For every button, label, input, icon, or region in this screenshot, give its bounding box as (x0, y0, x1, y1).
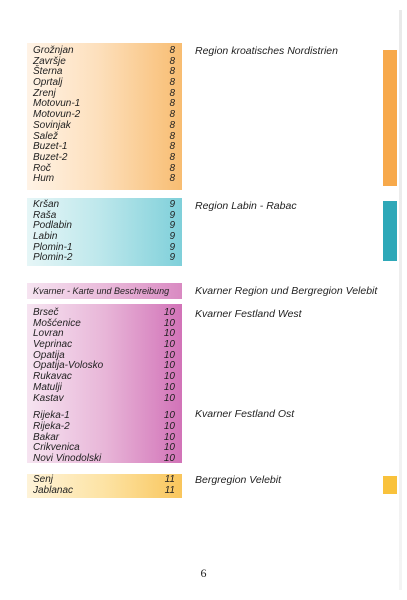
page-ref: 10 (163, 328, 175, 340)
page-ref: 8 (169, 55, 175, 67)
place-name: Matulji (33, 381, 62, 393)
page-ref: 10 (163, 392, 175, 404)
page-ref: 10 (163, 431, 175, 443)
page-edge-strip (399, 10, 402, 590)
page-ref: 8 (169, 66, 175, 78)
place-name: Opatija (33, 349, 65, 361)
place-name: Kršan (33, 199, 60, 210)
place-name: Lovran (33, 328, 64, 340)
section-tab-teal (383, 201, 397, 261)
page-ref: 9 (169, 199, 175, 210)
place-name: Novi Vinodolski (33, 452, 102, 464)
page-ref: 9 (169, 231, 175, 243)
region-title-kvarner-ost: Kvarner Festland Ost (195, 408, 295, 420)
list-item (27, 121, 182, 132)
page-ref: 8 (169, 130, 175, 142)
place-name: Buzet-1 (33, 141, 68, 153)
list-item (27, 394, 182, 405)
page-ref: 10 (163, 452, 175, 464)
place-name: Kastav (33, 392, 64, 404)
page-ref: 8 (169, 173, 175, 185)
place-name: Podlabin (33, 220, 72, 232)
page-ref: 8 (169, 141, 175, 153)
region-title-velebit: Bergregion Velebit (195, 474, 281, 486)
kvarner-place-list (27, 304, 182, 463)
place-name: Plomin-1 (33, 241, 73, 253)
kvarner-header-bar (27, 283, 182, 299)
list-item (27, 283, 182, 299)
page-ref: 8 (169, 151, 175, 163)
place-name: Jablanac (33, 484, 74, 496)
place-name: Zrenj (33, 87, 56, 99)
page-ref: 8 (169, 77, 175, 89)
place-name: Veprinac (33, 339, 73, 351)
place-name: Bakar (33, 431, 60, 443)
list-item (27, 454, 182, 465)
place-name: Opatija-Volosko (33, 360, 104, 372)
page-ref: 10 (163, 410, 175, 422)
page-ref: 10 (163, 371, 175, 383)
section-tab-orange (383, 50, 397, 186)
list-item (27, 174, 182, 185)
page-ref: 8 (169, 45, 175, 56)
list-item (27, 253, 182, 264)
istria-place-list (27, 43, 182, 190)
section-tab-yellow (383, 476, 397, 494)
place-name: Buzet-2 (33, 151, 68, 163)
velebit-place-list (27, 474, 182, 498)
list-item (27, 153, 182, 164)
place-name: Grožnjan (33, 45, 74, 56)
page-ref: 8 (169, 109, 175, 121)
page-ref: 9 (169, 220, 175, 232)
place-name: Oprtalj (33, 77, 63, 89)
region-title-kvarner: Kvarner Region und Bergregion Velebit (195, 285, 378, 297)
place-name: Crikvenica (33, 442, 80, 454)
place-name: Plomin-2 (33, 252, 73, 264)
page-ref: 9 (169, 252, 175, 264)
list-item (27, 422, 182, 433)
list-item (27, 486, 182, 497)
place-name: Roč (33, 162, 51, 174)
page-ref: 10 (163, 339, 175, 351)
region-title-kvarner-west: Kvarner Festland West (195, 308, 302, 320)
place-name: Brseč (33, 307, 59, 318)
place-name: Mošćenice (33, 317, 81, 329)
labin-place-list (27, 198, 182, 266)
place-name: Rijeka-2 (33, 420, 70, 432)
place-name: Završje (33, 55, 66, 67)
place-name: Labin (33, 231, 58, 243)
place-name: Hum (33, 173, 55, 185)
place-name: Motovun-2 (33, 109, 81, 121)
page-ref: 8 (169, 87, 175, 99)
place-name: Senj (33, 474, 54, 485)
place-name: Sovinjak (33, 119, 71, 131)
page-ref: 9 (169, 241, 175, 253)
page-ref: 11 (164, 484, 175, 496)
page-ref: 10 (163, 317, 175, 329)
page-ref: 8 (169, 98, 175, 110)
page-ref: 10 (163, 349, 175, 361)
page-ref: 8 (169, 119, 175, 131)
page-ref: 10 (163, 381, 175, 393)
page-ref: 10 (163, 420, 175, 432)
page-ref: 10 (163, 360, 175, 372)
place-name: Salež (33, 130, 59, 142)
region-title-nordistrien: Region kroatisches Nordistrien (195, 45, 338, 57)
list-item (27, 383, 182, 394)
page-ref: 10 (163, 307, 175, 318)
page-number: 6 (200, 566, 207, 580)
page-ref: 11 (164, 474, 175, 485)
place-name: Rijeka-1 (33, 410, 70, 422)
region-title-labin: Region Labin - Rabac (195, 200, 297, 212)
page-ref: 10 (163, 442, 175, 454)
kvarner-header-label: Kvarner - Karte und Beschreibung (33, 286, 170, 296)
page-ref: 9 (169, 209, 175, 221)
page-ref: 8 (169, 162, 175, 174)
place-name: Rukavac (33, 371, 72, 383)
place-name: Šterna (33, 66, 63, 78)
place-name: Raša (33, 209, 57, 221)
place-name: Motovun-1 (33, 98, 81, 110)
